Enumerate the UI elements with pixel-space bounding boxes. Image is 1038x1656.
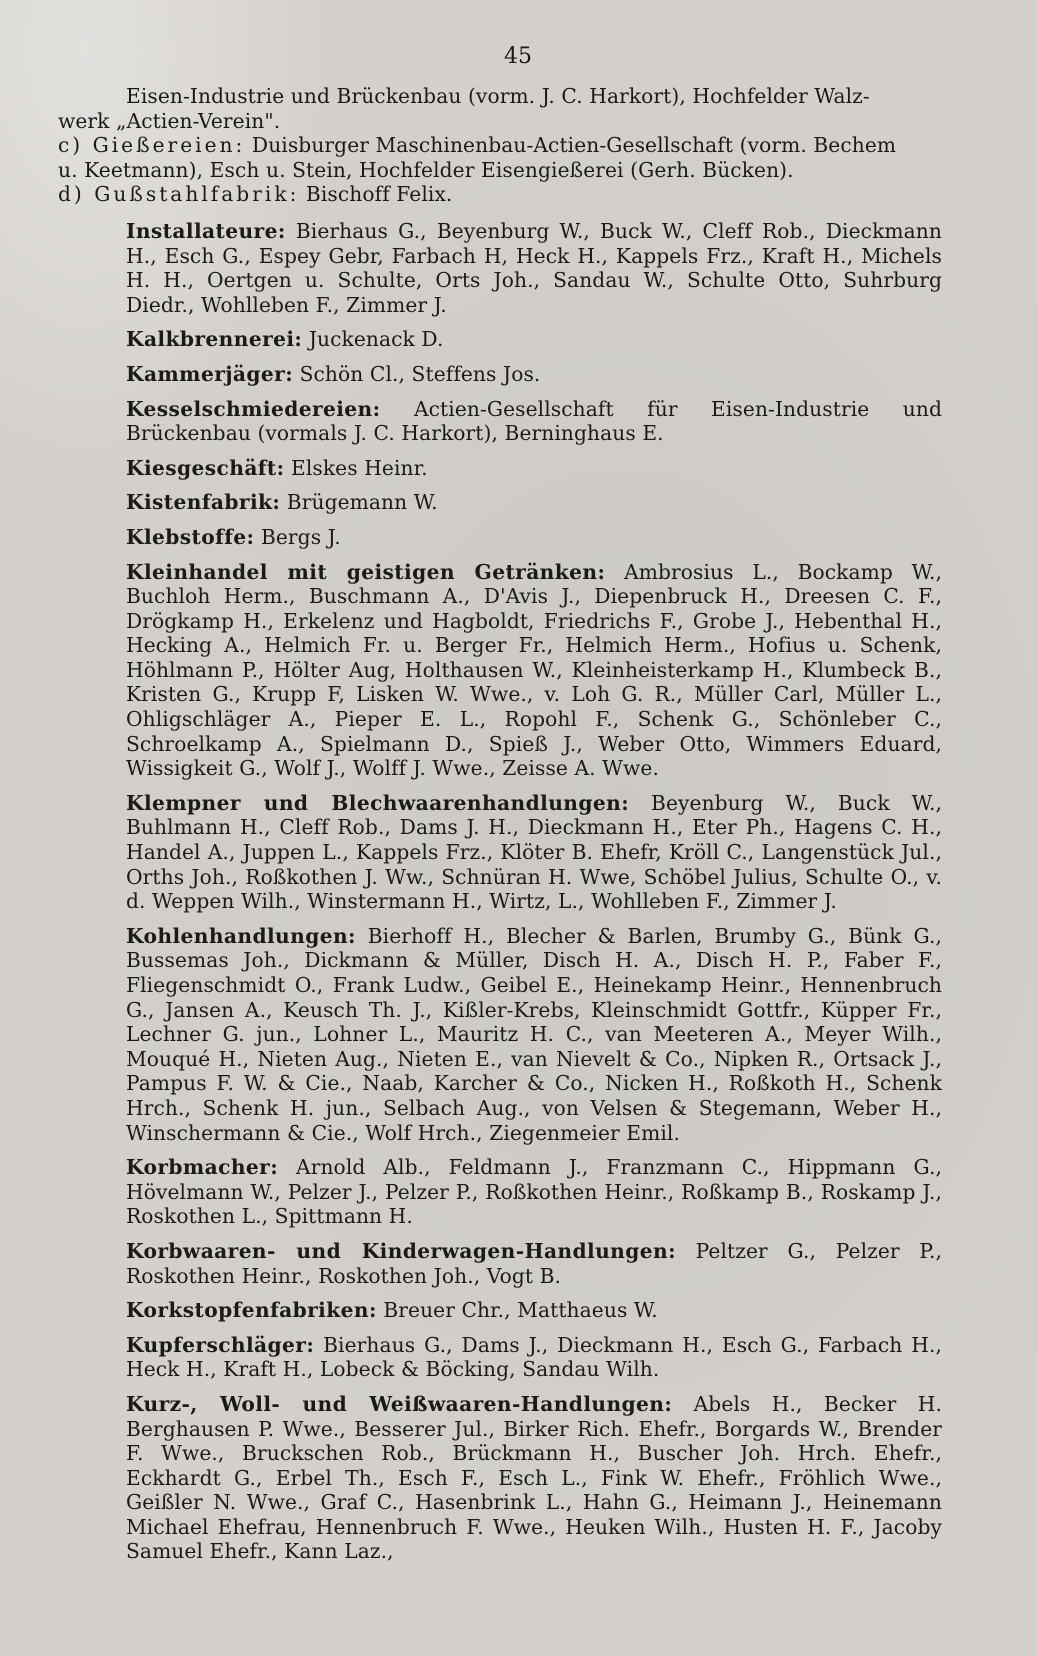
category-heading: Korbmacher: <box>126 1155 279 1180</box>
subsection-d <box>58 182 942 207</box>
category-heading: Kesselschmiedereien: <box>126 396 381 421</box>
entry-text: Bergs J. <box>260 524 341 549</box>
entry-text: Abels H., Becker H. Berghausen P. Wwe., Besserer Jul., Birker Rich. Ehefr., Borgards W., Brender F. Wwe., Bruckschen Rob., Brückmann H., Buscher Joh. Hrch. Ehefr., Eckhardt G., Erbel Th., Esch F., Esch L., Fink W. Ehefr., Fröhlich Wwe., Geißler N. Wwe., Graf C., Hasenbrink L., Hahn G., Heimann J., Heinemann Michael Ehefrau, Hennenbruch F. Wwe., Heuken Wilh., Husten H. F., Jacoby Samuel Ehefr., Kann Laz., <box>126 1391 942 1564</box>
entry-text: Bierhaus G., Beyenburg W., Buck W., Cleff Rob., Dieckmann H., Esch G., Espey Gebr, Farbach H, Heck H., Kappels Frz., Kraft H., Michels H. H., Oertgen u. Schulte, Orts Joh., Sandau W., Schulte Otto, Suhrburg Diedr., Wohlleben F., Zimmer J. <box>126 218 942 317</box>
entry-korkstopfenfabriken <box>58 1298 942 1323</box>
entry-kleinhandel <box>58 560 942 781</box>
category-heading: Klebstoffe: <box>126 524 255 549</box>
entry-text: Juckenack D. <box>308 327 444 352</box>
category-heading: Kiesgeschäft: <box>126 455 285 480</box>
entry-kurzwaaren <box>58 1392 942 1564</box>
entry-kesselschmiedereien <box>58 397 942 446</box>
entry-text: Arnold Alb., Feldmann J., Franzmann C., Hippmann G., Hövelmann W., Pelzer J., Pelzer P., Roßkothen Heinr., Roßkamp B., Roskamp J., Roskothen L., Spittmann H. <box>126 1155 942 1229</box>
entry-kalkbrennerei <box>58 327 942 352</box>
entry-korbmacher <box>58 1155 942 1229</box>
entry-text: Beyenburg W., Buck W., Buhlmann H., Cleff Rob., Dams J. H., Dieckmann H., Eter Ph., Hagens C. H., Handel A., Juppen L., Kappels Frz., Klöter B. Ehefr, Kröll C., Langenstück Jul., Orths Joh., Roßkothen J. Ww., Schnüran H. Wwe, Schöbel Julius, Schulte O., v. d. Weppen Wilh., Winstermann H., Wirtz, L., Wohlleben F., Zimmer J. <box>126 790 942 914</box>
entry-text: Brügemann W. <box>286 490 438 515</box>
entry-kiesgeschaeft <box>58 456 942 481</box>
subsection-c-text: Duisburger Maschinenbau-Actien-Gesellschaft (vorm. Bechem <box>251 133 897 158</box>
category-heading: Kammerjäger: <box>126 361 294 386</box>
continued-line-2: werk „Actien-Verein". <box>58 108 281 133</box>
category-heading: Kurz-, Woll- und Weißwaaren-Handlungen: <box>126 1391 673 1416</box>
continued-entry <box>58 84 942 207</box>
category-heading: Korkstopfenfabriken: <box>126 1298 377 1323</box>
category-heading: Installateure: <box>126 218 286 243</box>
page-number: 45 <box>504 44 532 69</box>
subsection-c-continuation: u. Keetmann), Esch u. Stein, Hochfelder Eisengießerei (Gerh. Bücken). <box>58 157 794 182</box>
entry-text: Ambrosius L., Bockamp W., Buchloh Herm., Buschmann A., D'Avis J., Diepenbruck H., Dreesen C. F., Drögkamp H., Erkelenz und Hagboldt, Friedrichs F., Grobe J., Hebenthal H., Hecking A., Helmich Fr. u. Berger Fr., Helmich Herm., Hofius u. Schenk, Höhlmann P., Hölter Aug, Holthausen W., Kleinheisterkamp H., Klumbeck B., Kristen G., Krupp F, Lisken W. Wwe., v. Loh G. R., Müller Carl, Müller L., Ohligschläger A., Pieper E. L., Ropohl F., Schenk G., Schönleber C., Schroelkamp A., Spielmann D., Spieß J., Weber Otto, Wimmers Eduard, Wissigkeit G., Wolf J., Wolff J. Wwe., Zeisse A. Wwe. <box>126 559 942 781</box>
entry-klempner <box>58 791 942 914</box>
entry-kupferschlaeger <box>58 1333 942 1382</box>
entry-kohlenhandlungen <box>58 924 942 1145</box>
entry-text: Elskes Heinr. <box>291 455 428 480</box>
continued-line-1: Eisen-Industrie und Brückenbau (vorm. J. C. Harkort), Hochfelder Walz- <box>126 84 870 108</box>
category-heading: Klempner und Blechwaarenhandlungen: <box>126 790 630 815</box>
entry-kistenfabrik <box>58 490 942 515</box>
entry-klebstoffe <box>58 525 942 550</box>
entry-korbwaaren <box>58 1239 942 1288</box>
entry-text: Schön Cl., Steffens Jos. <box>299 361 541 386</box>
category-heading: Kalkbrennerei: <box>126 327 303 352</box>
entry-text: Actien-Gesellschaft für Eisen-Industrie und Brückenbau (vormals J. C. Harkort), Berninghaus E. <box>126 396 942 446</box>
entry-text: Breuer Chr., Matthaeus W. <box>383 1298 658 1323</box>
category-heading: Kleinhandel mit geistigen Getränken: <box>126 559 606 584</box>
category-heading: Kupferschläger: <box>126 1332 315 1357</box>
subsection-d-text: Bischoff Felix. <box>305 182 453 207</box>
subsection-d-label: d) Gußstahlfabrik: <box>58 182 300 207</box>
category-heading: Korbwaaren- und Kinderwagen-Handlungen: <box>126 1238 676 1263</box>
subsection-c <box>58 133 942 158</box>
entry-text: Peltzer G., Pelzer P., Roskothen Heinr., Roskothen Joh., Vogt B. <box>126 1238 942 1288</box>
entry-text: Bierhaus G., Dams J., Dieckmann H., Esch G., Farbach H., Heck H., Kraft H., Lobeck & Böcking, Sandau Wilh. <box>126 1332 942 1382</box>
entry-installateure <box>58 219 942 317</box>
entry-text: Bierhoff H., Blecher & Barlen, Brumby G., Bünk G., Bussemas Joh., Dickmann & Müller, Disch H. A., Disch H. P., Faber F., Fliegenschmidt O., Frank Ludw., Geibel E., Heinekamp Heinr., Hennenbruch G., Jansen A., Keusch Th. J., Kißler-Krebs, Kleinschmidt Gottfr., Küpper Fr., Lechner G. jun., Lohner L., Mauritz H. C., van Meeteren A., Meyer Wilh., Mouqué H., Nieten Aug., Nieten E., van Nievelt & Co., Nipken R., Ortsack J., Pampus F. W. & Cie., Naab, Karcher & Co., Nicken H., Roßkoth H., Schenk Hrch., Schenk H. jun., Selbach Aug., von Velsen & Stegemann, Weber H., Winschermann & Cie., Wolf Hrch., Ziegenmeier Emil. <box>126 923 942 1145</box>
subsection-c-label: c) Gießereien: <box>58 133 246 158</box>
category-heading: Kohlenhandlungen: <box>126 923 356 948</box>
entry-kammerjaeger <box>58 362 942 387</box>
category-heading: Kistenfabrik: <box>126 490 281 515</box>
